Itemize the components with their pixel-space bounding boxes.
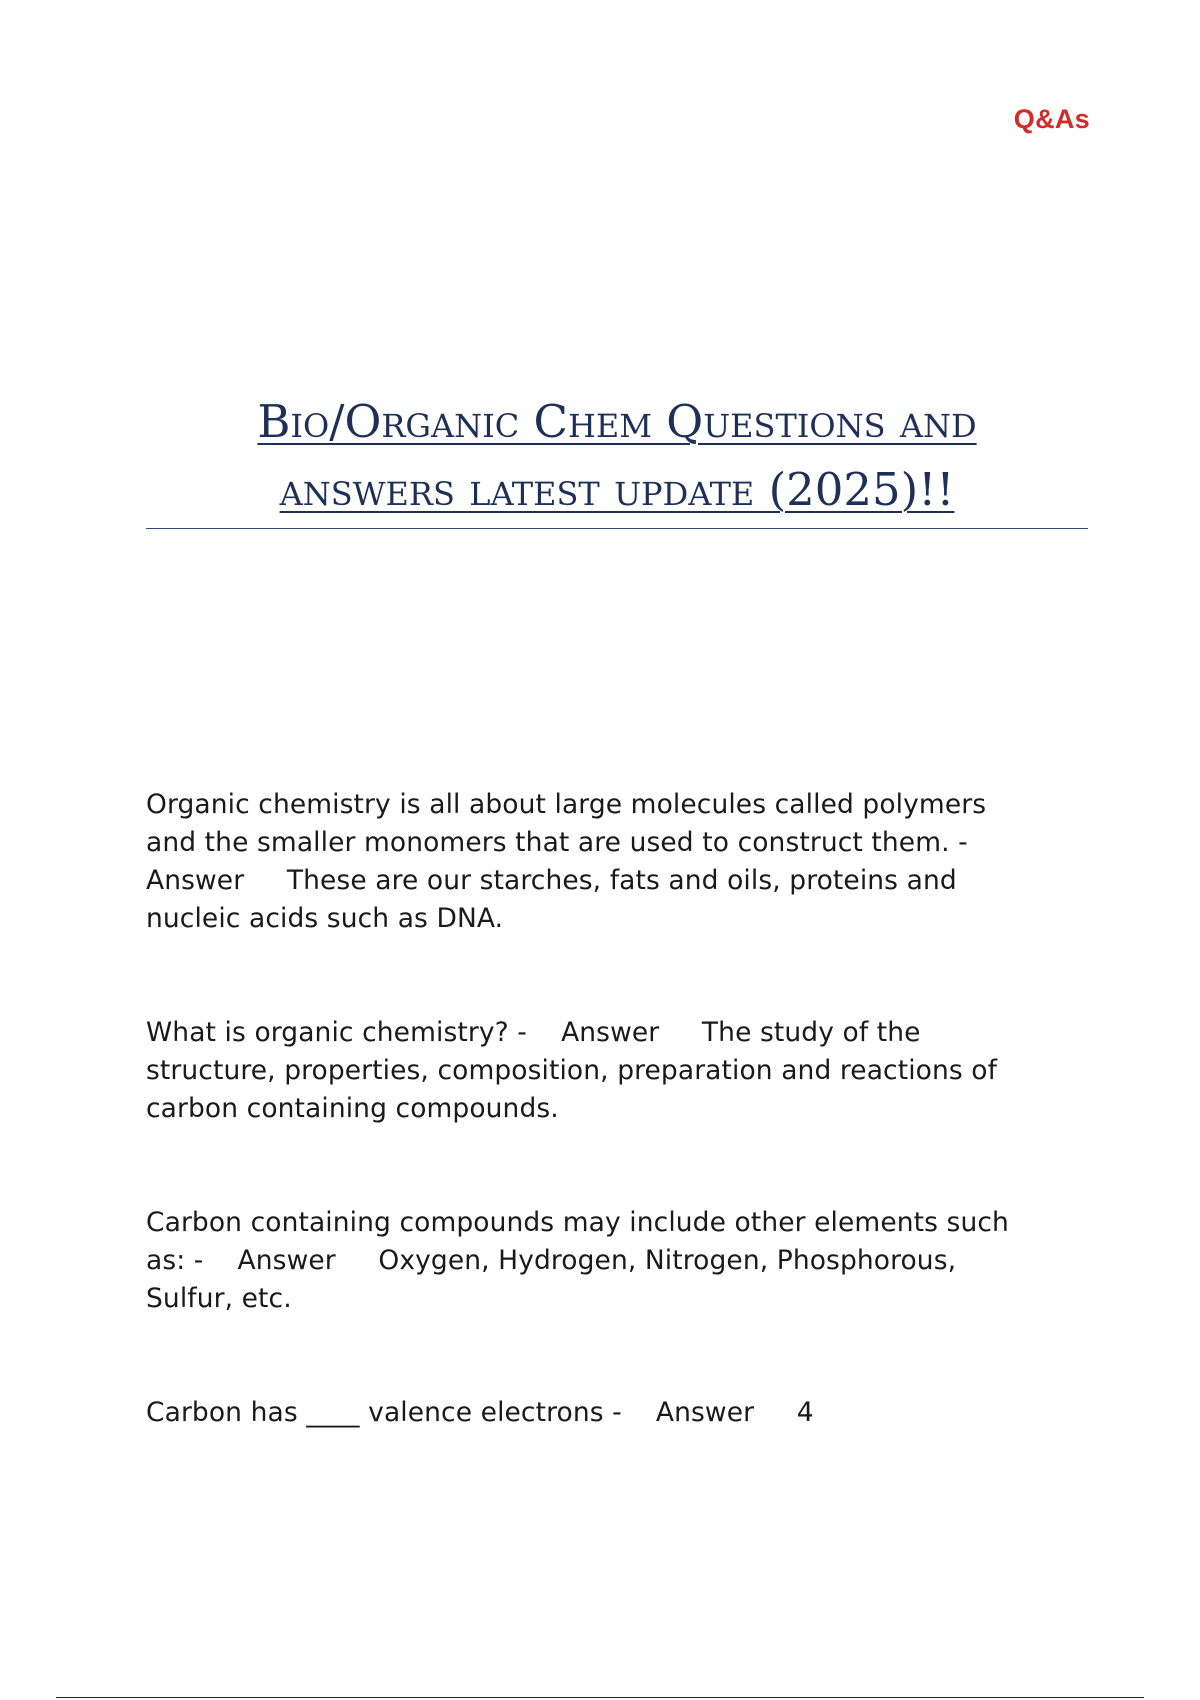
qa-item: Carbon containing compounds may include other elements such as: - Answer Oxygen, Hydrogen, Nitrogen, Phosphorous, Sulfur, etc. xyxy=(146,1207,1009,1314)
qas-header-tag: Q&As xyxy=(1013,104,1090,134)
title-line-1: Bio/Organic Chem Questions and xyxy=(257,395,977,448)
qa-item: Organic chemistry is all about large molecules called polymers and the smaller monomers that are used to construct them. - Answer These are our starches, fats and oils, proteins and nucleic acids such as DNA. xyxy=(146,789,987,934)
title-line-2: answers latest update (2025)!! xyxy=(279,463,955,516)
qa-list xyxy=(146,786,1088,1508)
qa-item: Carbon has ____ valence electrons - Answer 4 xyxy=(146,1397,814,1428)
document-title xyxy=(146,388,1088,524)
title-divider xyxy=(146,528,1088,529)
qa-item: What is organic chemistry? - Answer The study of the structure, properties, composition, preparation and reactions of carbon containing compounds. xyxy=(146,1017,998,1124)
footer-divider xyxy=(56,1697,1144,1698)
